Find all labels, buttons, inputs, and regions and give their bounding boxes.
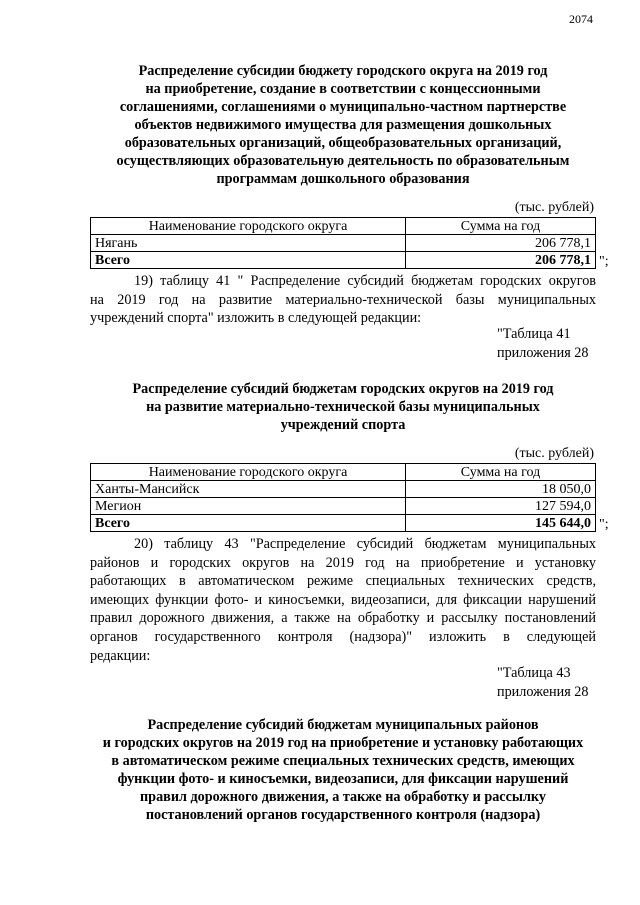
item19-paragraph: [90, 272, 596, 328]
total-label: Всего: [91, 252, 406, 269]
paragraph-line: учреждений спорта" изложить в следующей редакции:: [90, 310, 422, 327]
heading-line: постановлений органов государственного контроля (надзора): [145, 807, 541, 823]
table-ref-line: "Таблица 41: [497, 326, 571, 342]
heading-line: учреждений спорта: [280, 417, 406, 433]
heading-line: Распределение субсидий бюджетам муниципальных районов: [147, 717, 539, 733]
heading-line: Распределение субсидии бюджету городского округа на 2019 год: [138, 63, 548, 79]
heading-line: на приобретение, создание в соответствии с концессионными: [145, 81, 541, 97]
heading-line: и городских округов на 2019 год на приобретение и установку работающих: [102, 735, 584, 751]
item20-table-reference: [497, 664, 588, 702]
paragraph-line: 20) таблицу 43 "Распределение субсидий бюджетам муниципальных: [134, 536, 596, 552]
paragraph-line: на 2019 год на развитие материально-технической базы муниципальных: [90, 291, 596, 308]
table-header-row: [91, 464, 596, 481]
district-name: Ханты-Мансийск: [91, 481, 406, 498]
paragraph-line: районов и городских округов на 2019 год на приобретение и установку: [90, 554, 596, 571]
heading-line: функции фото- и киносъемки, видеозаписи, для фиксации нарушений: [117, 771, 569, 787]
district-sum: 206 778,1: [406, 235, 596, 252]
paragraph-line: имеющих функции фото- и киносъемки, видеозаписи, для фиксации нарушений: [90, 591, 596, 608]
district-name: Мегион: [91, 498, 406, 515]
heading-line: в автоматическом режиме специальных технических средств, имеющих: [111, 753, 575, 769]
total-label: Всего: [91, 515, 406, 532]
district-name: Нягань: [91, 235, 406, 252]
col-header-sum: Сумма на год: [406, 218, 596, 235]
table-row: [91, 498, 596, 515]
heading-line: образовательных организаций, общеобразовательных организаций,: [124, 135, 562, 151]
paragraph-line: редакции:: [90, 647, 151, 664]
item20-paragraph: [90, 535, 596, 665]
item19-table-reference: [497, 325, 588, 363]
heading-line: соглашениями, соглашениями о муниципально-частном партнерстве: [119, 99, 567, 115]
page-number: 2074: [569, 12, 593, 26]
table-ref-line: приложения 28: [497, 684, 589, 700]
closing-quote: ";: [599, 517, 609, 532]
units-label: (тыс. рублей): [514, 446, 594, 461]
table-ref-line: "Таблица 43: [497, 665, 571, 681]
paragraph-line: работающих в автоматическом режиме специальных технических средств,: [90, 573, 596, 590]
section18-heading: [88, 62, 598, 188]
closing-quote: ";: [599, 254, 609, 269]
heading-line: программам дошкольного образования: [216, 171, 470, 187]
district-sum: 18 050,0: [406, 481, 596, 498]
table-total-row: [91, 252, 596, 269]
heading-line: осуществляющих образовательную деятельность по образовательным: [116, 153, 570, 169]
section41-heading: [88, 380, 598, 434]
paragraph-line: 19) таблицу 41 " Распределение субсидий бюджетам городских округов: [134, 273, 596, 289]
section43-heading: [88, 716, 598, 824]
col-header-name: Наименование городского округа: [91, 218, 406, 235]
heading-line: на развитие материально-технической базы муниципальных: [146, 399, 540, 415]
paragraph-line: органов государственного контроля (надзора)" изложить в следующей: [90, 628, 596, 645]
section18-table: [90, 217, 596, 269]
total-sum: 206 778,1: [406, 252, 596, 269]
total-sum: 145 644,0: [406, 515, 596, 532]
heading-line: правил дорожного движения, а также на обработку и рассылку: [140, 789, 546, 805]
district-sum: 127 594,0: [406, 498, 596, 515]
table-header-row: [91, 218, 596, 235]
col-header-sum: Сумма на год: [406, 464, 596, 481]
paragraph-line: правил дорожного движения, а также на обработку и рассылку постановлений: [90, 610, 596, 627]
section41-table: [90, 463, 596, 532]
heading-line: Распределение субсидий бюджетам городских округов на 2019 год: [132, 381, 554, 397]
table-total-row: [91, 515, 596, 532]
col-header-name: Наименование городского округа: [91, 464, 406, 481]
units-label: (тыс. рублей): [514, 200, 594, 215]
heading-line: объектов недвижимого имущества для размещения дошкольных: [134, 117, 552, 133]
table-ref-line: приложения 28: [497, 345, 589, 361]
table-row: [91, 235, 596, 252]
table-row: [91, 481, 596, 498]
